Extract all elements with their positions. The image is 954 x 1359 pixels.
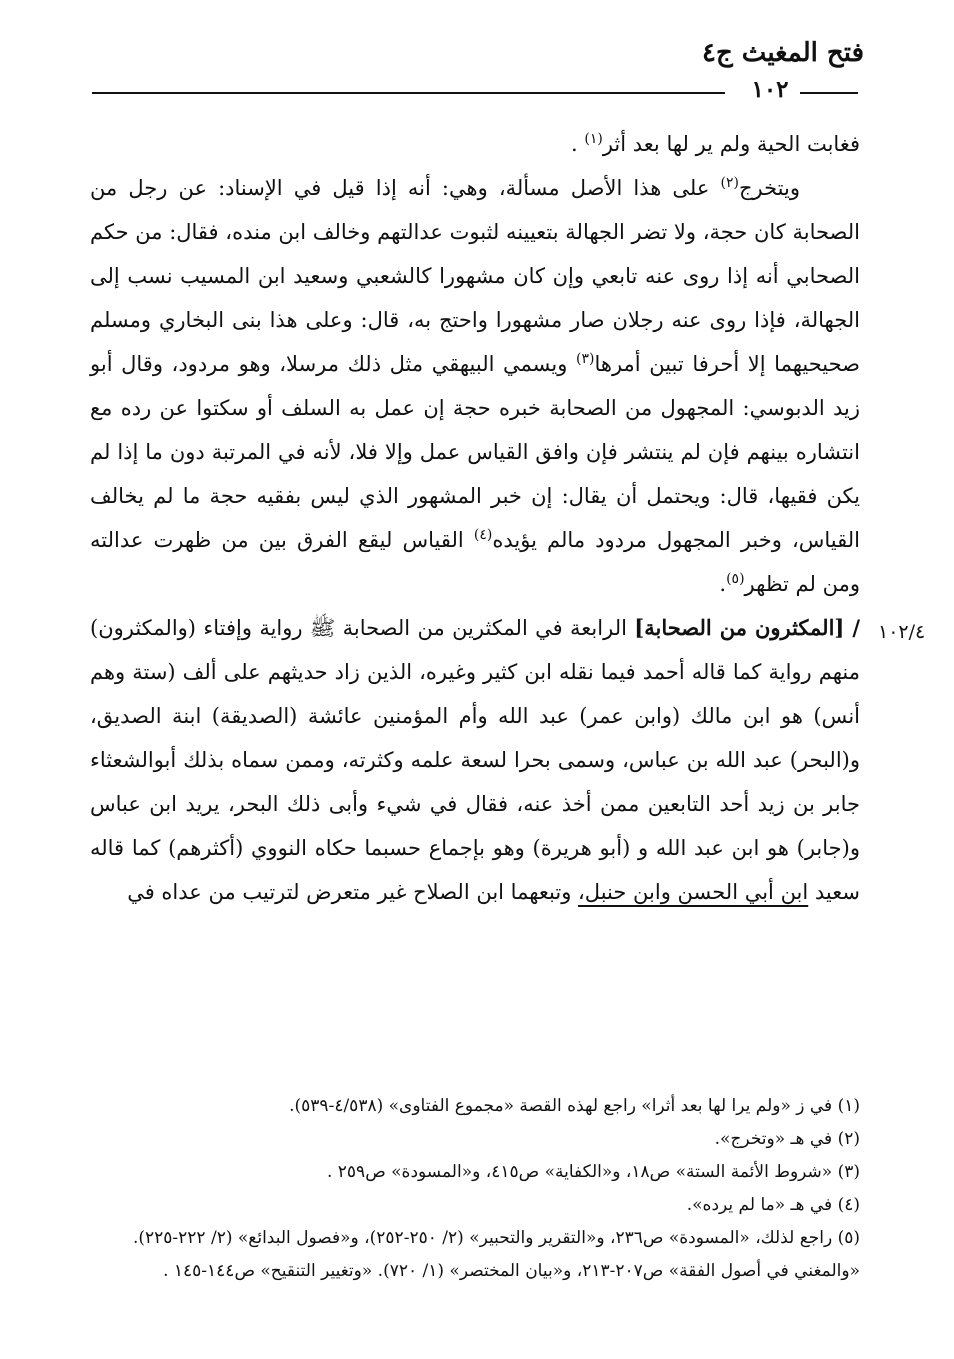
page-number: ١٠٢: [751, 76, 789, 103]
header-rule-right: [92, 92, 725, 94]
footnote-2: (٢) في هـ «وتخرج».: [714, 1129, 860, 1149]
header-rule-left: [800, 92, 858, 94]
book-title: فتح المغيث ج٤: [701, 38, 864, 68]
footnote-4: (٤) في هـ «ما لم يرده».: [686, 1195, 860, 1215]
paragraph-end: .: [719, 572, 727, 596]
footnotes: [90, 1090, 860, 1288]
section-heading: / [المكثرون من الصحابة]: [634, 615, 861, 640]
paragraph-text: ويسمي البيهقي مثل ذلك مرسلا، وهو مردود، وقال أبو زيد الدبوسي: المجهول من الصحابة خبره حجة إن عمل به السلف أو سكتوا عن رده مع انتشاره بينهم فإن لم ينتشر فإن وافق القياس عمل وإلا فلا، لأنه في المرتبة دون ما إذا لم يكن فقيها، قال: ويحتمل أن يقال: إن خبر المشهور الذي ليس بفقيه حجة ما لم يخالف القياس، وخبر المجهول مردود مالم يؤيده: [90, 352, 860, 552]
footnote-ref-4: (٤): [473, 527, 493, 543]
footnote-ref-2: (٢): [720, 175, 739, 191]
paragraph-end: .: [571, 132, 585, 156]
underlined-text: ابن أبي الحسن وابن حنبل،: [578, 880, 809, 904]
footnote-3: (٣) «شروط الأئمة الستة» ص١٨، و«الكفاية» ص٤١٥، و«المسودة» ص٢٥٩ .: [326, 1162, 860, 1182]
paragraph-text: القياس ليقع الفرق بين من ظهرت عدالته ومن لم تظهر: [90, 528, 860, 596]
paragraph-text: وتبعهما ابن الصلاح غير متعرض لترتيب من عداه في: [127, 880, 579, 904]
footnote-ref-1: (١): [584, 131, 603, 147]
margin-reference: ١٠٢/٤: [878, 621, 926, 643]
footnote-ref-5: (٥): [726, 571, 745, 587]
paragraph-text: فغابت الحية ولم ير لها بعد أثر: [602, 132, 860, 156]
paragraph-1: [90, 122, 860, 166]
section-paragraph: [90, 606, 926, 914]
paragraph-text: على هذا الأصل مسألة، وهي: أنه إذا قيل في الإسناد: عن رجل من الصحابة كان حجة، ولا تضر الجهالة بتعيينه لثبوت عدالتهم وخالف ابن منده، فقال: من حكم الصحابي أنه إذا روى عنه تابعي وإن كان مشهورا كالشعبي وسعيد ابن المسيب نسب إلى الجهالة، فإذا روى عنه رجلان صار مشهورا واحتج به، قال: وعلى هذا بنى البخاري ومسلم صحيحيهما إلا أحرفا تبين أمرها: [90, 176, 861, 376]
main-text: [90, 122, 926, 914]
footnote-ref-3: (٣): [576, 351, 595, 367]
footnote-1: (١) في ز «ولم يرا لها بعد أثرا» راجع لهذه القصة «مجموع الفتاوى» (٤/٥٣٨-٥٣٩).: [289, 1096, 860, 1116]
paragraph-text: ويتخرج: [738, 176, 800, 200]
paragraph-text: الرابعة في المكثرين من الصحابة ﷺ رواية وإفتاء (والمكثرون) منهم رواية كما قاله أحمد فيما نقله ابن كثير وغيره، الذين زاد حديثهم على ألف (ستة وهم أنس) هو ابن مالك (وابن عمر) عبد الله وأم المؤمنين عائشة (الصديقة) ابنة الصديق، و(البحر) عبد الله بن عباس، وسمى بحرا لسعة علمه وكثرته، وممن سماه بذلك أبوالشعثاء جابر بن زيد أحد التابعين ممن أخذ عنه، فقال في شيء وأبى ذلك البحر، يريد ابن عباس و(جابر) هو ابن عبد الله و (أبو هريرة) وهو بإجماع حسبما حكاه النووي (أكثرهم) كما قاله سعيد: [90, 616, 860, 904]
footnote-5: (٥) راجع لذلك، «المسودة» ص٢٣٦، و«التقرير والتحبير» (٢/ ٢٥٠-٢٥٢)، و«فصول البدائع» (٢/ ٢٢٢-٢٢٥). «والمغني في أصول الفقة» ص٢٠٧-٢١٣، و«بيان المختصر» (١/ ٧٢٠). «وتغيير التنقيح» ص١٤٤-١٤٥ .: [132, 1228, 860, 1281]
paragraph-2: [90, 166, 860, 606]
